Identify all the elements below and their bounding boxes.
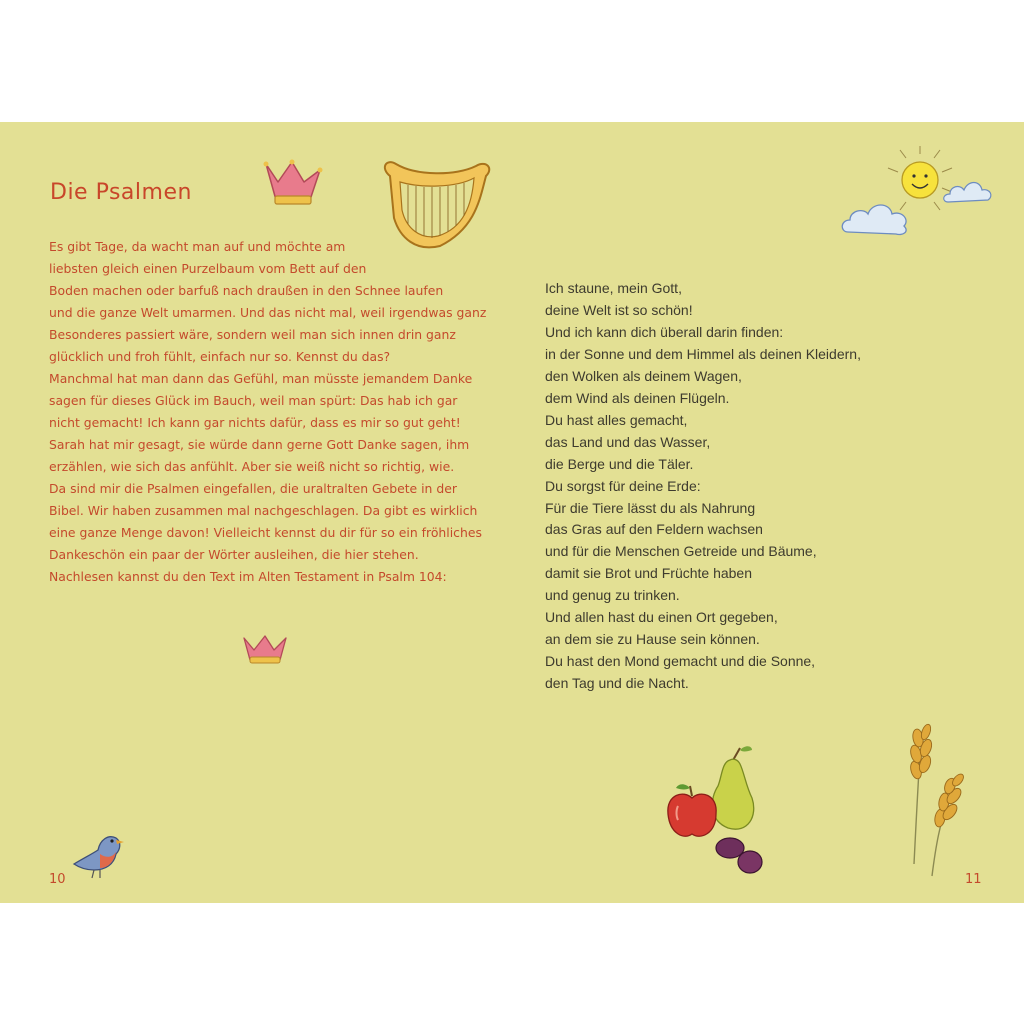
- psalm-line: den Tag und die Nacht.: [545, 675, 689, 692]
- intro-line: eine ganze Menge davon! Vielleicht kennst du dir für so ein fröhliches: [49, 525, 482, 540]
- cloud-icon: [942, 178, 994, 206]
- apple-icon: [664, 782, 720, 842]
- psalm-text: [545, 278, 925, 695]
- intro-line: Bibel. Wir haben zusammen mal nachgeschlagen. Da gibt es wirklich: [49, 503, 478, 518]
- psalm-line: Für die Tiere lässt du als Nahrung: [545, 499, 756, 516]
- intro-line: Da sind mir die Psalmen eingefallen, die uraltralten Gebete in der: [49, 481, 457, 496]
- psalm-line: dem Wind als deinen Flügeln.: [545, 389, 730, 406]
- psalm-line: Und ich kann dich überall darin finden:: [545, 323, 784, 340]
- intro-line: liebsten gleich einen Purzelbaum vom Bett auf den: [49, 261, 367, 276]
- psalm-line: und genug zu trinken.: [545, 587, 680, 604]
- psalm-line: die Berge und die Täler.: [545, 455, 694, 472]
- psalm-line: Ich staune, mein Gott,: [545, 280, 682, 296]
- cloud-icon: [840, 196, 912, 238]
- wheat-icon: [898, 714, 978, 884]
- intro-line: Dankeschön ein paar der Wörter ausleihen, die hier stehen.: [49, 547, 419, 562]
- intro-line: Es gibt Tage, da wacht man auf und möchte am: [49, 239, 346, 254]
- intro-text: [49, 236, 489, 588]
- psalm-line: Du sorgst für deine Erde:: [545, 477, 701, 494]
- psalm-line: den Wolken als deinem Wagen,: [545, 367, 742, 384]
- psalm-line: Du hast alles gemacht,: [545, 411, 688, 428]
- harp-icon: [376, 158, 496, 258]
- psalm-line: in der Sonne und dem Himmel als deinen Kleidern,: [545, 345, 861, 362]
- psalm-line: und für die Menschen Getreide und Bäume,: [545, 543, 817, 560]
- intro-line: erzählen, wie sich das anfühlt. Aber sie weiß nicht so richtig, wie.: [49, 459, 455, 474]
- intro-line: und die ganze Welt umarmen. Und das nicht mal, weil irgendwas ganz: [49, 305, 487, 320]
- intro-line: sagen für dieses Glück im Bauch, weil man spürt: Das hab ich gar: [49, 393, 458, 408]
- psalm-line: das Gras auf den Feldern wachsen: [545, 521, 763, 538]
- plum-icon: [714, 836, 766, 876]
- intro-line: Manchmal hat man dann das Gefühl, man müsste jemandem Danke: [49, 371, 473, 386]
- intro-line: Besonderes passiert wäre, sondern weil man sich innen drin ganz: [49, 327, 456, 342]
- crown-icon: [260, 158, 326, 208]
- crown-icon: [240, 632, 290, 668]
- page-title: Die Psalmen: [50, 180, 192, 205]
- intro-line: glücklich und froh fühlt, einfach nur so. Kennst du das?: [49, 349, 391, 364]
- intro-line: Nachlesen kannst du den Text im Alten Testament in Psalm 104:: [49, 569, 447, 584]
- bird-icon: [70, 828, 126, 882]
- intro-line: nicht gemacht! Ich kann gar nichts dafür, dass es mir so gut geht!: [49, 415, 461, 430]
- psalm-line: deine Welt ist so schön!: [545, 301, 693, 318]
- page-number-right: 11: [965, 872, 982, 887]
- page-number-left: 10: [49, 872, 66, 887]
- psalm-line: das Land und das Wasser,: [545, 433, 711, 450]
- intro-line: Sarah hat mir gesagt, sie würde dann gerne Gott Danke sagen, ihm: [49, 437, 470, 452]
- psalm-line: damit sie Brot und Früchte haben: [545, 565, 753, 582]
- psalm-line: an dem sie zu Hause sein können.: [545, 631, 760, 648]
- intro-line: Boden machen oder barfuß nach draußen in den Schnee laufen: [49, 283, 444, 298]
- book-spread: [0, 122, 1024, 903]
- psalm-line: Du hast den Mond gemacht und die Sonne,: [545, 653, 816, 670]
- psalm-line: Und allen hast du einen Ort gegeben,: [545, 609, 778, 626]
